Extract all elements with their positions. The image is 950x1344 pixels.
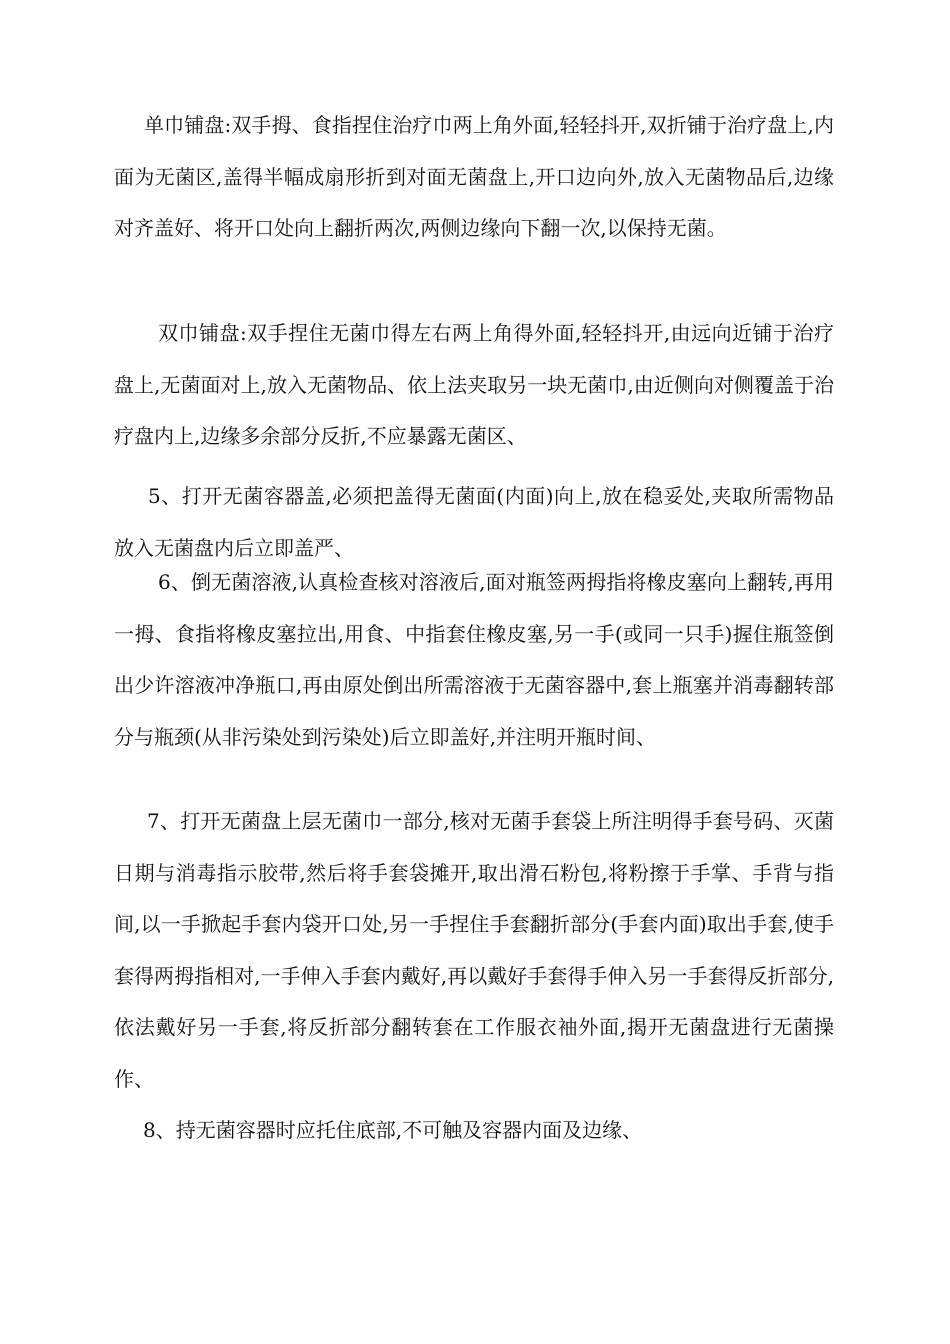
paragraph-single-towel-tray: 单巾铺盘:双手拇、食指捏住治疗巾两上角外面,轻轻抖开,双折铺于治疗盘上,内面为无菌区,盖得半幅成扇形折到对面无菌盘上,开口边向外,放入无菌物品后,边缘对齐盖好、将开口处向上翻折两次,两侧边缘向下翻一次,以保持无菌。	[114, 113, 834, 240]
paragraph-step-7: 7、打开无菌盘上层无菌巾一部分,核对无菌手套袋上所注明得手套号码、灭菌日期与消毒指示胶带,然后将手套袋摊开,取出滑石粉包,将粉擦于手掌、手背与指间,以一手掀起手套内袋开口处,另一手捏住手套翻折部分(手套内面)取出手套,使手套得两拇指相对,一手伸入手套内戴好,再以戴好手套得手伸入另一手套得反折部分,依法戴好另一手套,将反折部分翻转套在工作服衣袖外面,揭开无菌盘进行无菌操作、	[114, 809, 834, 1091]
paragraph-step-5: 5、打开无菌容器盖,必须把盖得无菌面(内面)向上,放在稳妥处,夹取所需物品放入无菌盘内后立即盖严、	[114, 484, 834, 560]
paragraph-step-8: 8、持无菌容器时应托住底部,不可触及容器内面及边缘、	[143, 1118, 643, 1142]
paragraph-double-towel-tray: 双巾铺盘:双手捏住无菌巾得左右两上角得外面,轻轻抖开,由远向近铺于治疗盘上,无菌面对上,放入无菌物品、依上法夹取另一块无菌巾,由近侧向对侧覆盖于治疗盘内上,边缘多余部分反折,不应暴露无菌区、	[114, 321, 834, 448]
paragraph-step-6: 6、倒无菌溶液,认真检查核对溶液后,面对瓶签两拇指将橡皮塞向上翻转,再用一拇、食指将橡皮塞拉出,用食、中指套住橡皮塞,另一手(或同一只手)握住瓶签倒出少许溶液冲净瓶口,再由原处倒出所需溶液于无菌容器中,套上瓶塞并消毒翻转部分与瓶颈(从非污染处到污染处)后立即盖好,并注明开瓶时间、	[114, 570, 834, 749]
